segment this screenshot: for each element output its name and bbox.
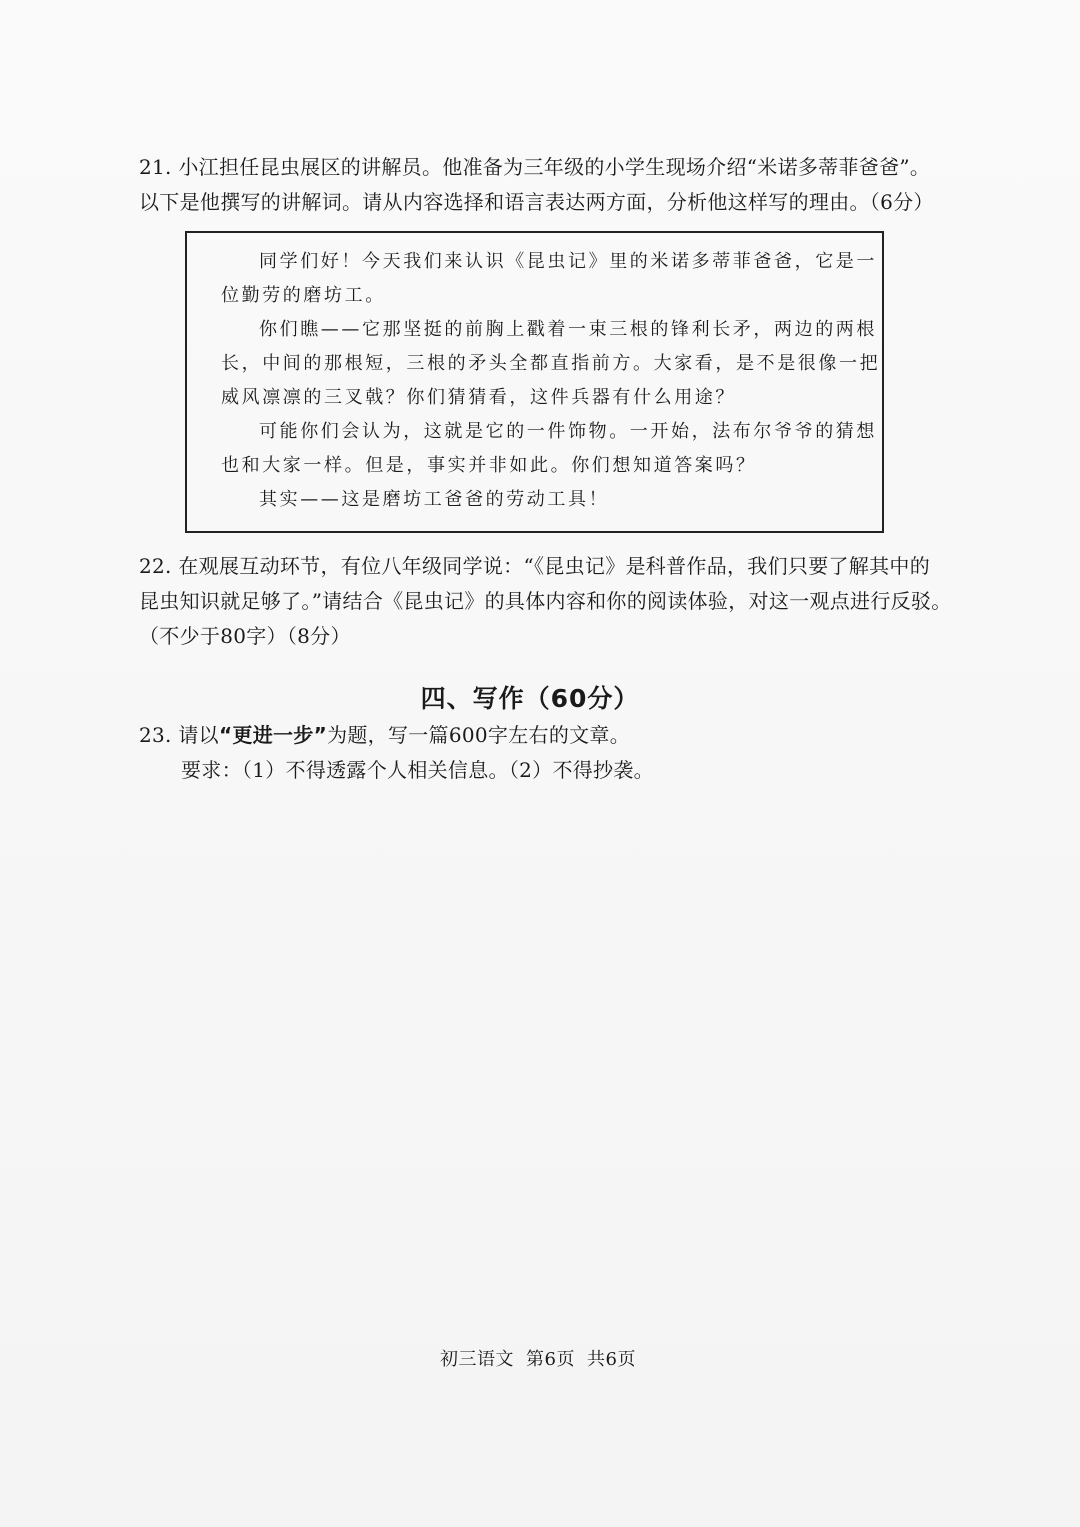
- commentary-line: 长，中间的那根短，三根的矛头全都直指前方。大家看，是不是很像一把: [221, 353, 881, 374]
- footer-page-number: 第6页: [526, 1349, 575, 1370]
- question-23-suffix: 为题，写一篇600字左右的文章。: [327, 723, 631, 747]
- question-23-prefix: 23. 请以: [139, 723, 219, 747]
- footer-total-pages: 共6页: [587, 1349, 636, 1370]
- commentary-line: 威风凛凛的三叉戟？你们猜猜看，这件兵器有什么用途？: [221, 387, 736, 408]
- commentary-line: 也和大家一样。但是，事实并非如此。你们想知道答案吗？: [221, 455, 757, 476]
- question-21-line-2: 以下是他撰写的讲解词。请从内容选择和语言表达两方面，分析他这样写的理由。（6分）: [139, 190, 934, 214]
- question-23: [139, 718, 939, 788]
- question-22-line-2: 昆虫知识就足够了。”请结合《昆虫记》的具体内容和你的阅读体验，对这一观点进行反驳。: [139, 589, 952, 613]
- page-footer: [0, 1345, 1076, 1371]
- question-22: [139, 549, 952, 654]
- commentary-line: 位勤劳的磨坊工。: [221, 285, 386, 306]
- question-22-line-1: 22. 在观展互动环节，有位八年级同学说：“《昆虫记》是科普作品，我们只要了解其中的: [139, 554, 930, 578]
- question-23-requirements: 要求：（1）不得透露个人相关信息。（2）不得抄袭。: [181, 758, 654, 782]
- question-21: [139, 150, 939, 220]
- footer-subject: 初三语文: [440, 1349, 515, 1370]
- question-21-line-1: 21. 小江担任昆虫展区的讲解员。他准备为三年级的小学生现场介绍“米诺多蒂菲爸爸”。: [139, 155, 931, 179]
- commentary-line: 其实——这是磨坊工爸爸的劳动工具！: [259, 489, 610, 510]
- essay-topic: “更进一步”: [218, 723, 328, 747]
- section-title-writing: 四、写作（60分）: [420, 684, 640, 713]
- question-22-line-3: （不少于80字）（8分）: [139, 624, 351, 648]
- commentary-line: 同学们好！今天我们来认识《昆虫记》里的米诺多蒂菲爸爸，它是一: [259, 251, 877, 272]
- commentary-line: 你们瞧——它那坚挺的前胸上戳着一束三根的锋利长矛，两边的两根: [259, 319, 877, 340]
- question-23-prompt: [139, 718, 939, 753]
- commentary-text-box: [185, 231, 884, 533]
- commentary-line: 可能你们会认为，这就是它的一件饰物。一开始，法布尔爷爷的猜想: [259, 421, 877, 442]
